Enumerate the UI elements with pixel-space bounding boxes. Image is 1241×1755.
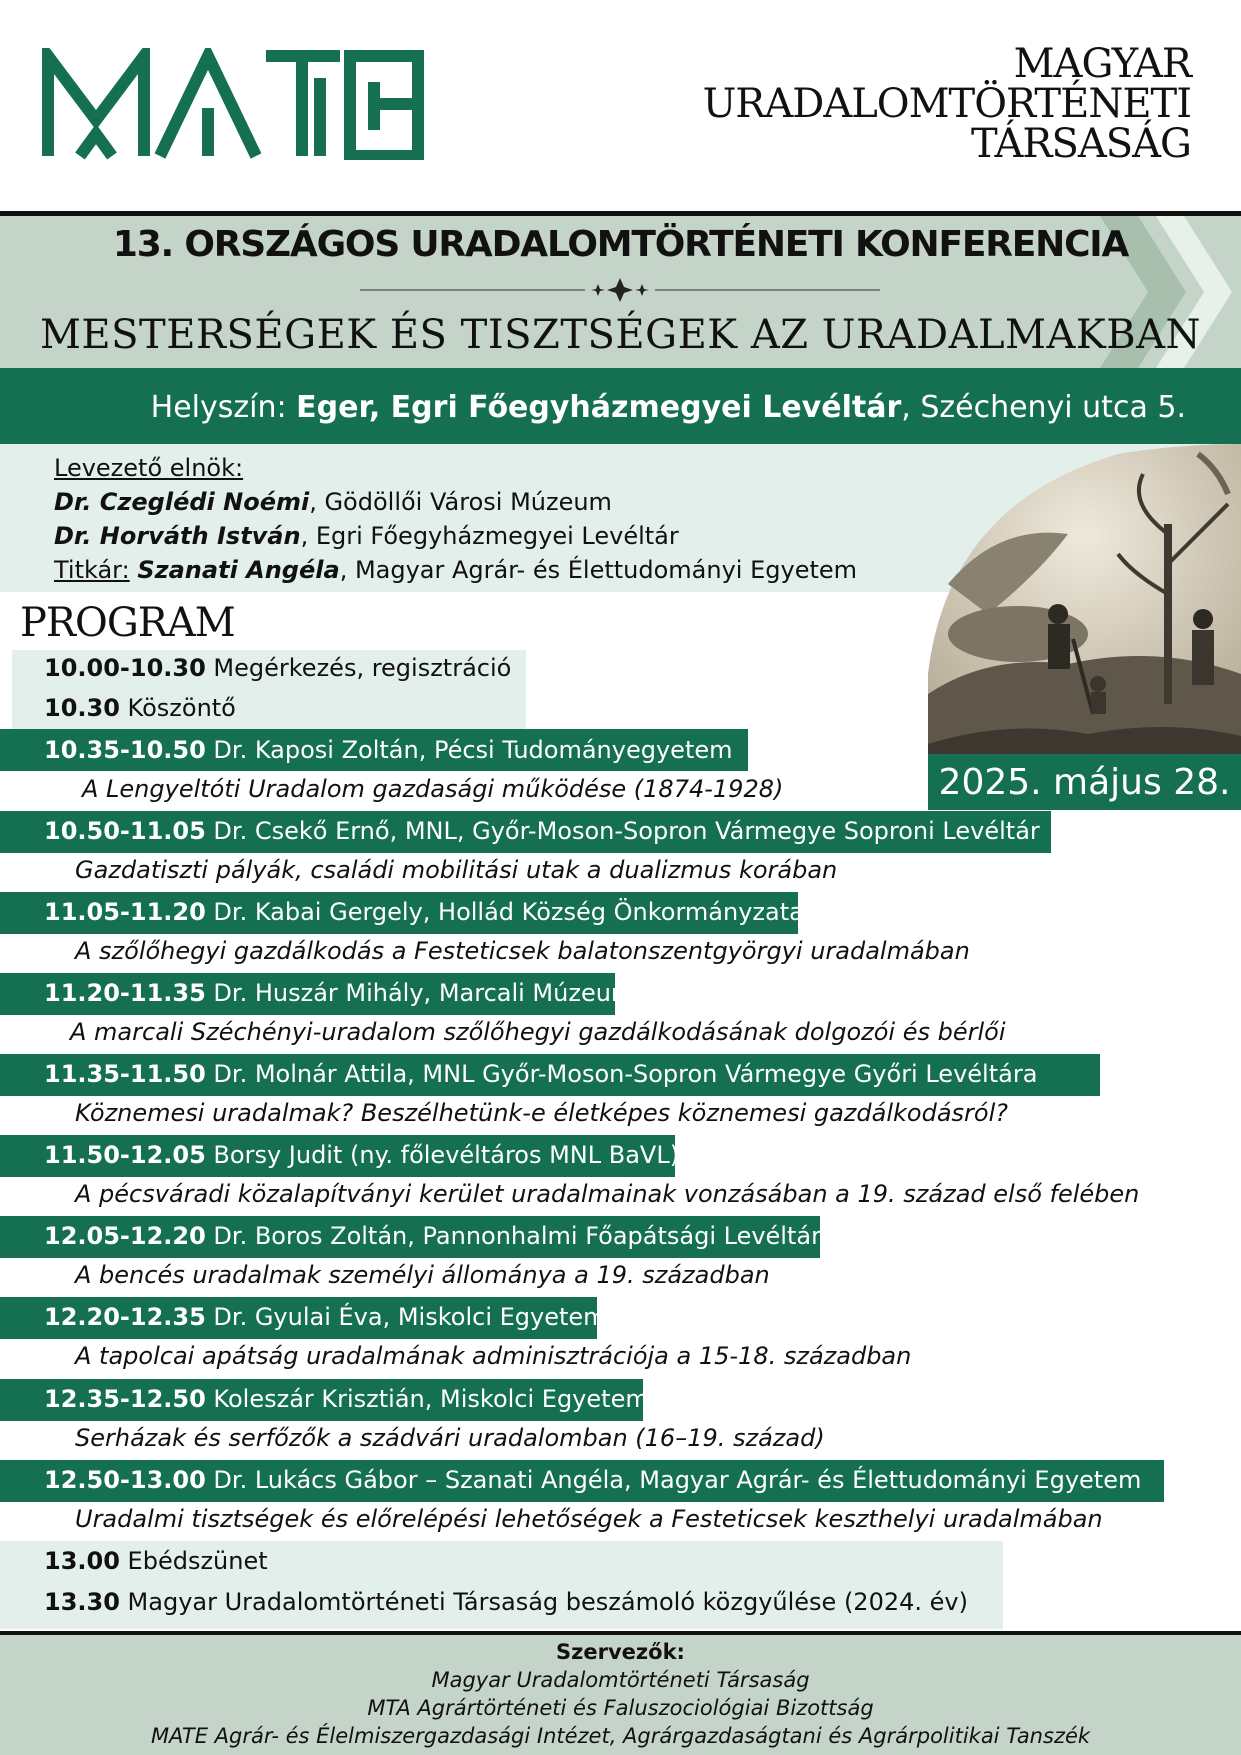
program-text: Dr. Boros Zoltán, Pannonhalmi Főapátsági Levéltár [205,1222,821,1250]
mate-logo [40,48,426,160]
chairs-heading: Levezető elnök: [54,454,244,482]
talk-title: A Lengyeltóti Uradalom gazdasági működése (1874-1928) [82,775,784,803]
program-item [44,1060,1037,1088]
location-place: Eger, Egri Főegyházmegyei Levéltár [296,390,902,425]
talk-title: A marcali Széchényi-uradalom szőlőhegyi gazdálkodásának dolgozói és bérlői [70,1018,1006,1046]
program-item [44,979,634,1007]
program-text: Dr. Gyulai Éva, Miskolci Egyetem [205,1303,607,1331]
chair-item [54,522,679,550]
society-name [702,41,1191,167]
chair-name: Dr. Horváth István [54,522,301,550]
talk-title: Serházak és serfőzők a szádvári uradalomban (16–19. század) [75,1424,825,1452]
conference-subtitle: MESTERSÉGEK ÉS TISZTSÉGEK AZ URADALMAKBAN [39,312,1202,358]
program-text: Dr. Lukács Gábor – Szanati Angéla, Magyar Agrár- és Élettudományi Egyetem [205,1466,1142,1494]
program-item [44,1547,268,1575]
program-text: Dr. Kaposi Zoltán, Pécsi Tudományegyetem [205,736,733,764]
program-text: Ebédszünet [119,1547,268,1575]
program-time: 12.20-12.35 [44,1303,206,1331]
program-time: 11.05-11.20 [44,898,206,926]
talk-title: A bencés uradalmak személyi állománya a 19. században [75,1261,770,1289]
program-text: Dr. Molnár Attila, MNL Győr-Moson-Sopron Vármegye Győri Levéltára [205,1060,1038,1088]
chair-org: , Egri Főegyházmegyei Levéltár [300,522,679,550]
event-date: 2025. május 28. [938,762,1231,803]
society-line-1: MAGYAR [1013,41,1191,87]
program-time: 10.50-11.05 [44,817,206,845]
ornament-divider-icon [360,278,880,302]
society-line-3: TÁRSASÁG [970,121,1191,167]
gardening-engraving-image [928,444,1241,754]
chair-name: Dr. Czeglédi Noémi [54,488,310,516]
program-item [44,898,804,926]
program-text: Megérkezés, regisztráció [205,654,512,682]
program-item [44,1385,649,1413]
program-text: Dr. Huszár Mihály, Marcali Múzeum [205,979,635,1007]
program-time: 13.00 [44,1547,120,1575]
program-time: 11.35-11.50 [44,1060,206,1088]
talk-title: A tapolcai apátság uradalmának adminisztrációja a 15-18. században [75,1342,912,1370]
secretary-label: Titkár: [54,556,130,584]
program-text: Dr. Csekő Ernő, MNL, Győr-Moson-Sopron Vármegye Soproni Levéltár [205,817,1040,845]
program-time: 11.20-11.35 [44,979,206,1007]
organizer: Magyar Uradalomtörténeti Társaság [431,1668,810,1692]
secretary-name: Szanati Angéla [137,556,340,584]
organizers-heading: Szervezők: [556,1640,685,1664]
program-time: 12.50-13.00 [44,1466,206,1494]
organizer: MTA Agrártörténeti és Faluszociológiai Bizottság [367,1696,874,1720]
talk-title: A szőlőhegyi gazdálkodás a Festeticsek balatonszentgyörgyi uradalmában [75,937,970,965]
location-label: Helyszín: [150,390,287,425]
secretary-org: , Magyar Agrár- és Élettudományi Egyetem [339,556,858,584]
program-item [44,817,1040,845]
program-item [44,1222,821,1250]
program-time: 10.30 [44,694,120,722]
program-text: Magyar Uradalomtörténeti Társaság beszámoló közgyűlése (2024. év) [119,1588,968,1616]
program-time: 11.50-12.05 [44,1141,206,1169]
program-item [44,694,236,722]
program-text: Borsy Judit (ny. főlevéltáros MNL BaVL) [205,1141,680,1169]
location-address: , Széchenyi utca 5. [901,390,1186,425]
program-title: PROGRAM [20,600,235,646]
program-text: Dr. Kabai Gergely, Hollád Község Önkormányzata [205,898,804,926]
program-text: Köszöntő [119,694,236,722]
program-item [44,1466,1141,1494]
talk-title: Köznemesi uradalmak? Beszélhetünk-e életképes köznemesi gazdálkodásról? [75,1099,1008,1127]
program-item [44,1141,679,1169]
talk-title: Uradalmi tisztségek és előrelépési lehetőségek a Festeticsek keszthelyi uradalmában [75,1505,1103,1533]
program-item [44,1303,607,1331]
chair-item [54,488,612,516]
program-item [44,736,733,764]
program-item [44,654,511,682]
organizer: MATE Agrár- és Élelmiszergazdasági Intézet, Agrárgazdaságtani és Agrárpolitikai Tanszék [150,1724,1091,1748]
talk-title: A pécsváradi közalapítványi kerület uradalmainak vonzásában a 19. század első felében [75,1180,1140,1208]
society-line-2: URADALOMTÖRTÉNETI [702,81,1191,127]
program-time: 12.35-12.50 [44,1385,206,1413]
location [151,390,1186,425]
program-time: 10.35-10.50 [44,736,206,764]
chair-org: , Gödöllői Városi Múzeum [309,488,612,516]
program-item [44,1588,968,1616]
conference-title: 13. ORSZÁGOS URADALOMTÖRTÉNETI KONFERENCIA [112,224,1129,265]
program-time: 10.00-10.30 [44,654,206,682]
program-time: 12.05-12.20 [44,1222,206,1250]
program-text: Koleszár Krisztián, Miskolci Egyetem [205,1385,649,1413]
secretary [54,556,857,584]
program-time: 13.30 [44,1588,120,1616]
talk-title: Gazdatiszti pályák, családi mobilitási utak a dualizmus korában [75,856,838,884]
